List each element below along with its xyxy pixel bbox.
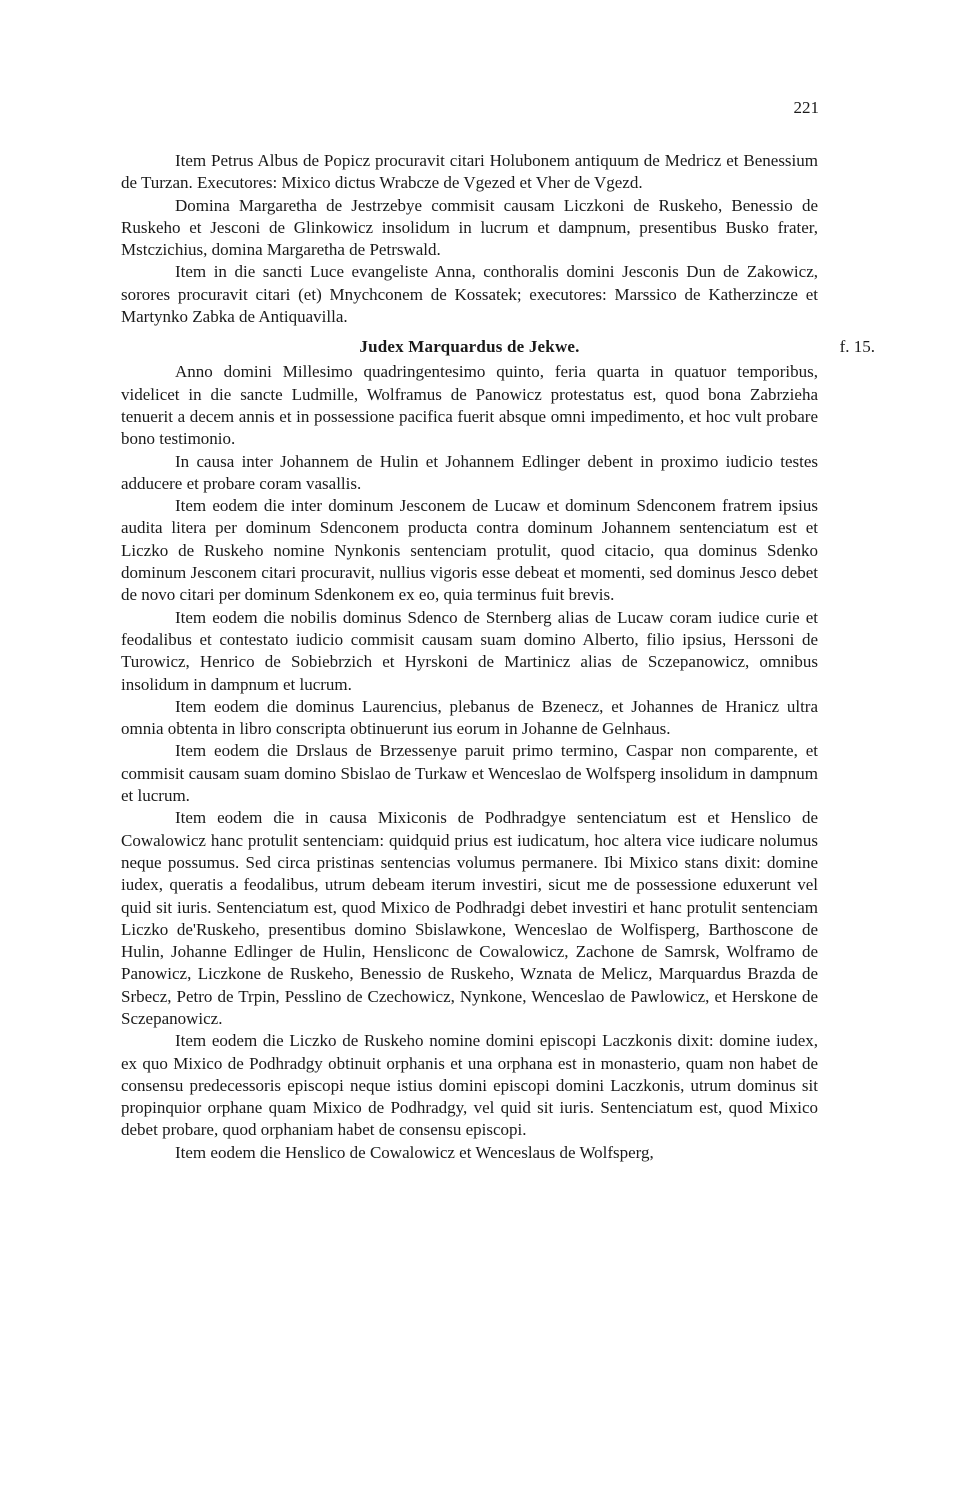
document-body xyxy=(121,150,875,1164)
paragraph: Item eodem die Henslico de Cowalowicz et Wenceslaus de Wolfsperg, xyxy=(175,1142,654,1162)
paragraph: Item in die sancti Luce evangeliste Anna, conthoralis domini Jesconis Dun de Zakowicz, sorores procuravit citari (et) Mnychconem de Kossatek; executores: Marssico de Katherzincze et Martynko Zabka de Antiquavilla. xyxy=(121,262,818,327)
folio-marker: f. 15. xyxy=(839,337,875,357)
section-heading-row xyxy=(121,336,875,360)
section-heading: Judex Marquardus de Jekwe. xyxy=(359,337,580,357)
paragraph: Item eodem die nobilis dominus Sdenco de Sternberg alias de Lucaw coram iudice curie et feodalibus et contestato iudicio commisit causam suam domino Alberto, filio ipsius, Herssoni de Turowicz, Henrico de Sobiebrzich et Hyrskoni de Martinicz alias de Sczepanowicz, omnibus insolidum in dampnum et lucrum. xyxy=(121,607,818,694)
paragraph: Anno domini Millesimo quadringentesimo quinto, feria quarta in quatuor temporibus, videlicet in die sancte Ludmille, Wolframus de Panowicz protestatus est, quod bona Zabrzieha tenuerit a decem annis et in possessione pacifica fuerit absque omni impedimento, et hoc vult probare bono testimonio. xyxy=(121,362,818,449)
paragraph: Item eodem die inter dominum Jesconem de Lucaw et dominum Sdenconem fratrem ipsius audita litera per dominum Sdenconem producta contra dominum Johannem sentenciatum est et Liczko de Ruskeho nomine Nynkonis sentenciam protulit, quod citacio, qua dominus Sdenko dominum Jesconem citari procuravit, nullius vigoris esse debeat et momenti, sed dominus Jesco debet de novo citari per dominum Sdenkonem ex eo, quia terminus fuit brevis. xyxy=(121,496,818,605)
paragraph: Item eodem die Drslaus de Brzessenye paruit primo termino, Caspar non comparente, et commisit causam suam domino Sbislao de Turkaw et Wenceslao de Wolfsperg insolidum in dampnum et lucrum. xyxy=(121,741,818,806)
page-number: 221 xyxy=(793,98,819,117)
paragraph: Item eodem die in causa Mixiconis de Podhradgye sentenciatum est et Henslico de Cowalowicz hanc protulit sentenciam: quidquid prius est iudicatum, hoc altera vice iudicare nolumus neque possumus. Sed circa pristinas sentencias volumus permanere. Ibi Mixico stans dixit: domine iudex, queratis a feodalibus, utrum debeam iterum investiri, sicut me de possessione eduxerunt vel quid sit iuris. Sentenciatum est, quod Mixico de Podhradgi debet investiri et hanc protulit sentenciam Liczko de'Ruskeho, presentibus domino Sbislawkone, Wenceslao de Wolfisperg, Barthoscone de Hulin, Johanne Edlinger de Hulin, Hensliconc de Cowalowicz, Zachone de Samrsk, Wolframo de Panowicz, Liczkone de Ruskeho, Benessio de Ruskeho, Wznata de Melicz, Marquardus Brazda de Srbecz, Petro de Trpin, Pesslino de Czechowicz, Nynkone, Wenceslao de Pawlowicz, et Herskone de Sczepanowicz. xyxy=(121,808,818,1028)
paragraph: In causa inter Johannem de Hulin et Johannem Edlinger debent in proximo iudicio testes adducere et probare coram vasallis. xyxy=(121,451,818,493)
paragraph: Item eodem die dominus Laurencius, plebanus de Bzenecz, et Johannes de Hranicz ultra omnia obtenta in libro conscripta obtinuerunt ius eorum in Johanne de Gelnhaus. xyxy=(121,696,818,739)
paragraph: Item Petrus Albus de Popicz procuravit citari Holubonem antiquum de Medricz et Benessium de Turzan. Executores: Mixico dictus Wrabcze de Vgezed et Vher de Vgezd. xyxy=(121,151,818,193)
paragraph: Domina Margaretha de Jestrzebye commisit causam Liczkoni de Ruskeho, Benessio de Ruskeho et Jesconi de Glinkowicz insolidum in lucrum et dampnum, presentibus Busko frater, Mstczichius, domina Margaretha de Petrswald. xyxy=(121,195,818,260)
paragraph: Item eodem die Liczko de Ruskeho nomine domini episcopi Laczkonis dixit: domine iudex, ex quo Mixico de Podhradgy obtinuit orphanis et una orphana est in monasterio, quam non habet de consensu predecessoris episcopi neque istius domini episcopi domini Laczkonis, utrum dominus sit propinquior orphane quam Mixico de Podhradgy, vel quid sit iuris. Sentenciatum est, quod Mixico debet probare, quod orphaniam habet de consensu episcopi. xyxy=(121,1031,818,1140)
